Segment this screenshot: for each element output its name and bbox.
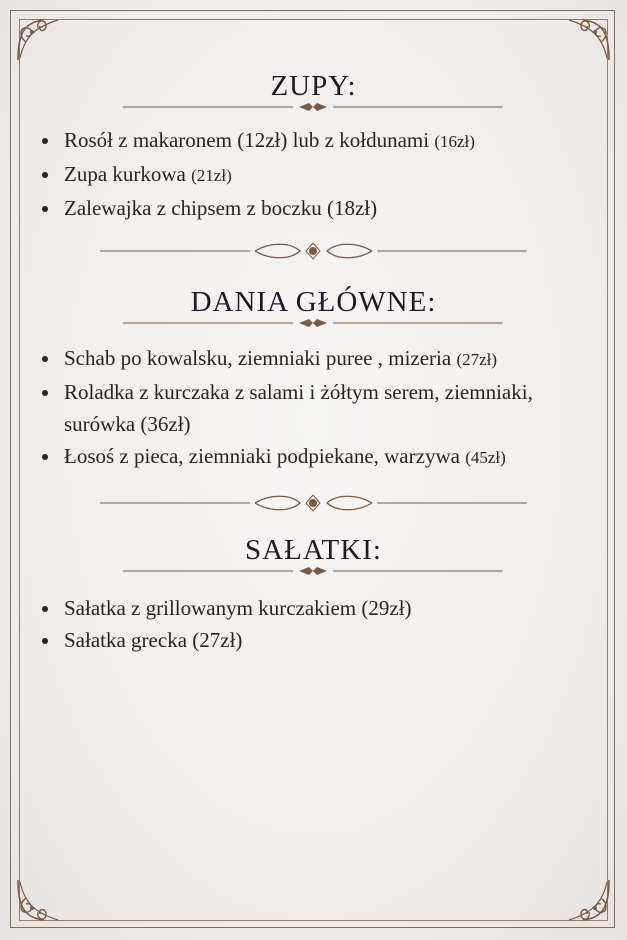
salads-list xyxy=(40,592,412,656)
item-text: Zupa kurkowa xyxy=(64,162,186,186)
list-item xyxy=(40,592,412,624)
list-item xyxy=(40,342,590,376)
item-text: Schab po kowalsku, ziemniaki puree , mizeria xyxy=(64,346,452,370)
main-dishes-list xyxy=(40,342,590,474)
item-price: (21zł) xyxy=(191,166,232,185)
corner-ornament-icon xyxy=(563,876,613,926)
item-price: (16zł) xyxy=(434,132,475,151)
item-text: Sałatka z grillowanym kurczakiem (29zł) xyxy=(64,596,412,620)
title-underline-icon xyxy=(113,316,513,330)
section-title-main-dishes: DANIA GŁÓWNE: xyxy=(190,286,437,318)
item-price: (27zł) xyxy=(456,350,498,369)
list-item xyxy=(40,124,475,158)
item-text: Sałatka grecka (27zł) xyxy=(64,628,243,652)
list-item xyxy=(40,624,412,656)
flourish-divider-icon xyxy=(100,240,527,262)
soup-list xyxy=(40,124,475,224)
corner-ornament-icon xyxy=(14,876,64,926)
list-item xyxy=(40,158,475,192)
title-underline-icon xyxy=(113,100,513,114)
list-item xyxy=(40,376,534,440)
corner-ornament-icon xyxy=(563,14,613,64)
list-item xyxy=(40,440,590,474)
corner-ornament-icon xyxy=(14,14,64,64)
section-title-salads: SAŁATKI: xyxy=(245,534,382,566)
item-text: Roladka z kurczaka z salami i żółtym serem, ziemniaki, surówka (36zł) xyxy=(64,380,533,436)
flourish-divider-icon xyxy=(100,492,527,514)
item-text: Zalewajka z chipsem z boczku (18zł) xyxy=(64,196,378,220)
item-price: (45zł) xyxy=(465,448,506,467)
item-text: Rosół z makaronem (12zł) lub z kołdunami xyxy=(64,128,430,152)
list-item xyxy=(40,192,475,224)
section-title-soups: ZUPY: xyxy=(270,70,357,102)
title-underline-icon xyxy=(113,564,513,578)
item-text: Łosoś z pieca, ziemniaki podpiekane, warzywa xyxy=(64,444,460,468)
